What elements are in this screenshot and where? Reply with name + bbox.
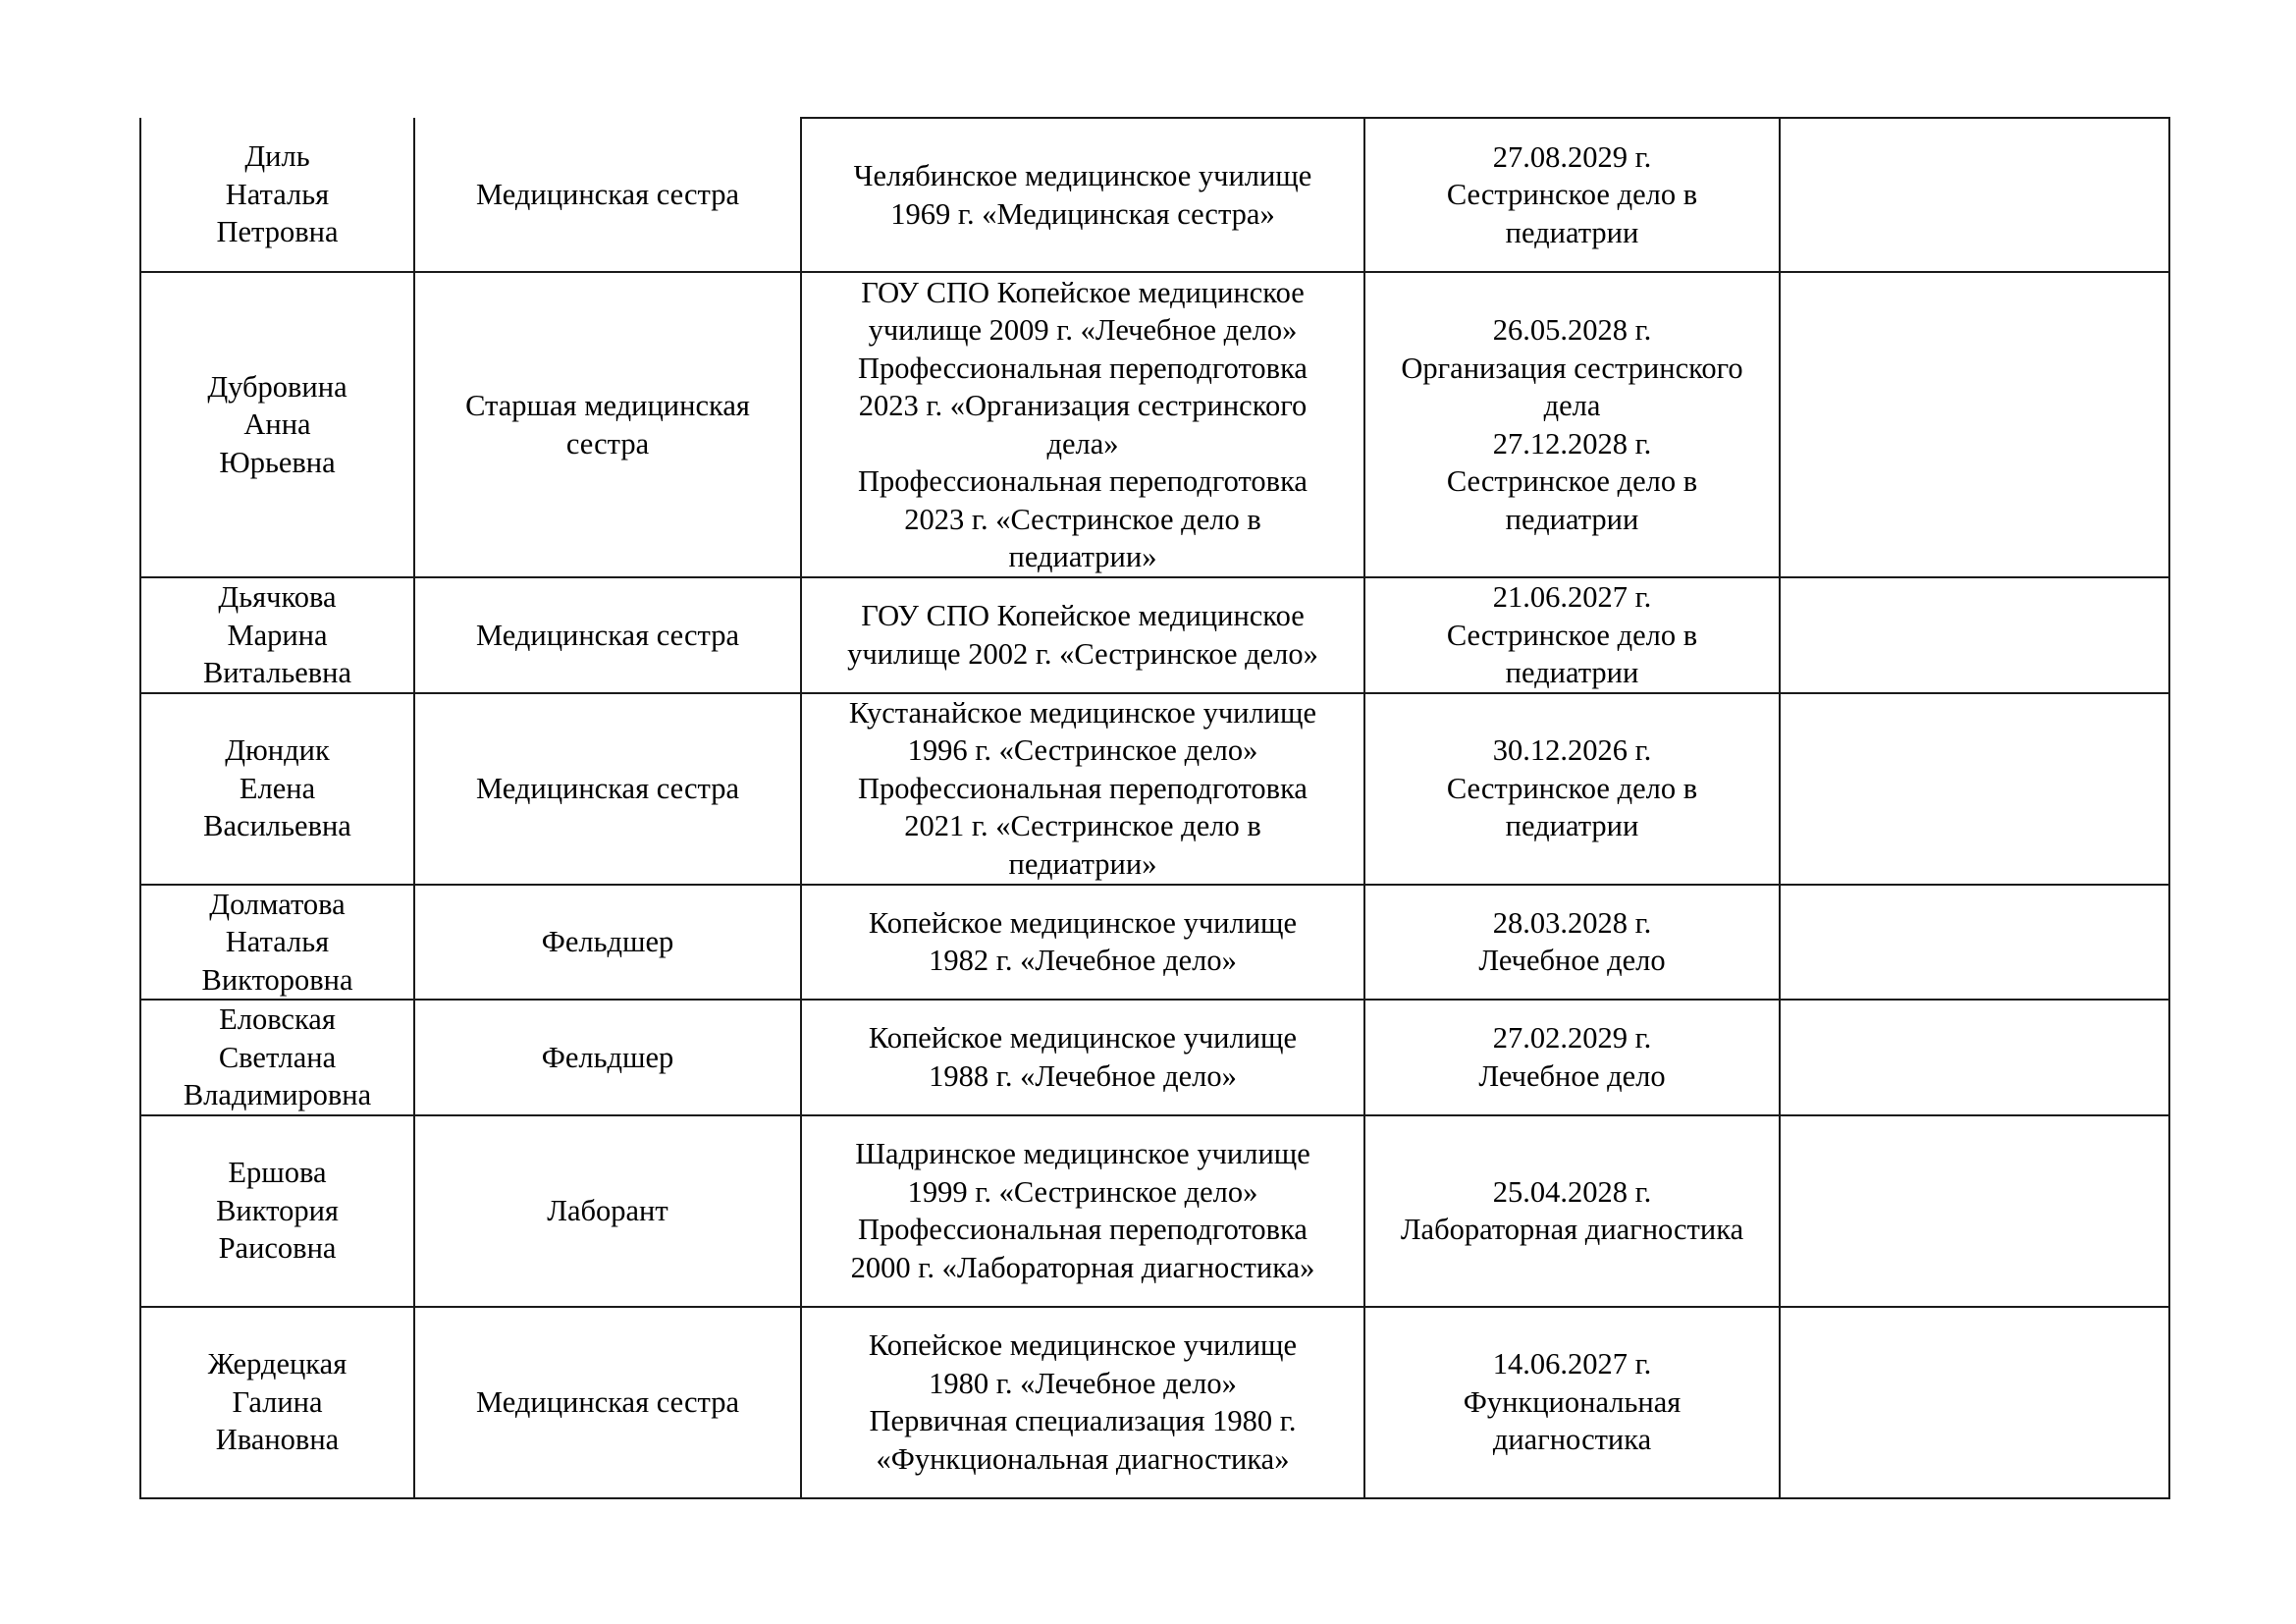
employee-position: Лаборант (414, 1115, 801, 1307)
employee-extra (1780, 885, 2169, 1001)
employee-name: Дюндик Елена Васильевна (140, 693, 414, 885)
employee-education: Копейское медицинское училище 1980 г. «Лечебное дело» Первичная специализация 1980 г. «Функциональная диагностика» (801, 1307, 1364, 1498)
employee-extra (1780, 272, 2169, 577)
employee-name: Жердецкая Галина Ивановна (140, 1307, 414, 1498)
employee-position: Медицинская сестра (414, 577, 801, 693)
employee-extra (1780, 577, 2169, 693)
employee-position: Медицинская сестра (414, 1307, 801, 1498)
table-row (140, 693, 2169, 885)
employee-education: Копейское медицинское училище 1982 г. «Лечебное дело» (801, 885, 1364, 1001)
table-row (140, 1000, 2169, 1115)
employee-certificate: 26.05.2028 г. Организация сестринского дела 27.12.2028 г. Сестринское дело в педиатрии (1364, 272, 1780, 577)
staff-table (139, 117, 2170, 1499)
employee-certificate: 30.12.2026 г. Сестринское дело в педиатрии (1364, 693, 1780, 885)
employee-position: Старшая медицинская сестра (414, 272, 801, 577)
table-row (140, 1115, 2169, 1307)
table-row (140, 272, 2169, 577)
employee-name: Диль Наталья Петровна (140, 118, 414, 272)
employee-education: ГОУ СПО Копейское медицинское училище 2009 г. «Лечебное дело» Профессиональная переподготовка 2023 г. «Организация сестринского дела» Профессиональная переподготовка 2023 г. «Сестринское дело в педиатрии» (801, 272, 1364, 577)
employee-education: ГОУ СПО Копейское медицинское училище 2002 г. «Сестринское дело» (801, 577, 1364, 693)
employee-name: Ершова Виктория Раисовна (140, 1115, 414, 1307)
employee-education: Шадринское медицинское училище 1999 г. «Сестринское дело» Профессиональная переподготовка 2000 г. «Лабораторная диагностика» (801, 1115, 1364, 1307)
employee-name: Долматова Наталья Викторовна (140, 885, 414, 1001)
employee-position: Медицинская сестра (414, 118, 801, 272)
employee-extra (1780, 693, 2169, 885)
employee-certificate: 14.06.2027 г. Функциональная диагностика (1364, 1307, 1780, 1498)
employee-name: Еловская Светлана Владимировна (140, 1000, 414, 1115)
table-row (140, 577, 2169, 693)
employee-certificate: 21.06.2027 г. Сестринское дело в педиатрии (1364, 577, 1780, 693)
employee-extra (1780, 1115, 2169, 1307)
table-row (140, 118, 2169, 272)
employee-extra (1780, 1307, 2169, 1498)
employee-position: Медицинская сестра (414, 693, 801, 885)
employee-certificate: 28.03.2028 г. Лечебное дело (1364, 885, 1780, 1001)
employee-certificate: 27.08.2029 г. Сестринское дело в педиатрии (1364, 118, 1780, 272)
table-row (140, 885, 2169, 1001)
employee-name: Дьячкова Марина Витальевна (140, 577, 414, 693)
table-row (140, 1307, 2169, 1498)
employee-education: Челябинское медицинское училище 1969 г. «Медицинская сестра» (801, 118, 1364, 272)
employee-extra (1780, 1000, 2169, 1115)
employee-certificate: 25.04.2028 г. Лабораторная диагностика (1364, 1115, 1780, 1307)
employee-name: Дубровина Анна Юрьевна (140, 272, 414, 577)
employee-certificate: 27.02.2029 г. Лечебное дело (1364, 1000, 1780, 1115)
employee-education: Копейское медицинское училище 1988 г. «Лечебное дело» (801, 1000, 1364, 1115)
employee-position: Фельдшер (414, 885, 801, 1001)
employee-extra (1780, 118, 2169, 272)
employee-position: Фельдшер (414, 1000, 801, 1115)
employee-education: Кустанайское медицинское училище 1996 г. «Сестринское дело» Профессиональная переподготовка 2021 г. «Сестринское дело в педиатрии» (801, 693, 1364, 885)
